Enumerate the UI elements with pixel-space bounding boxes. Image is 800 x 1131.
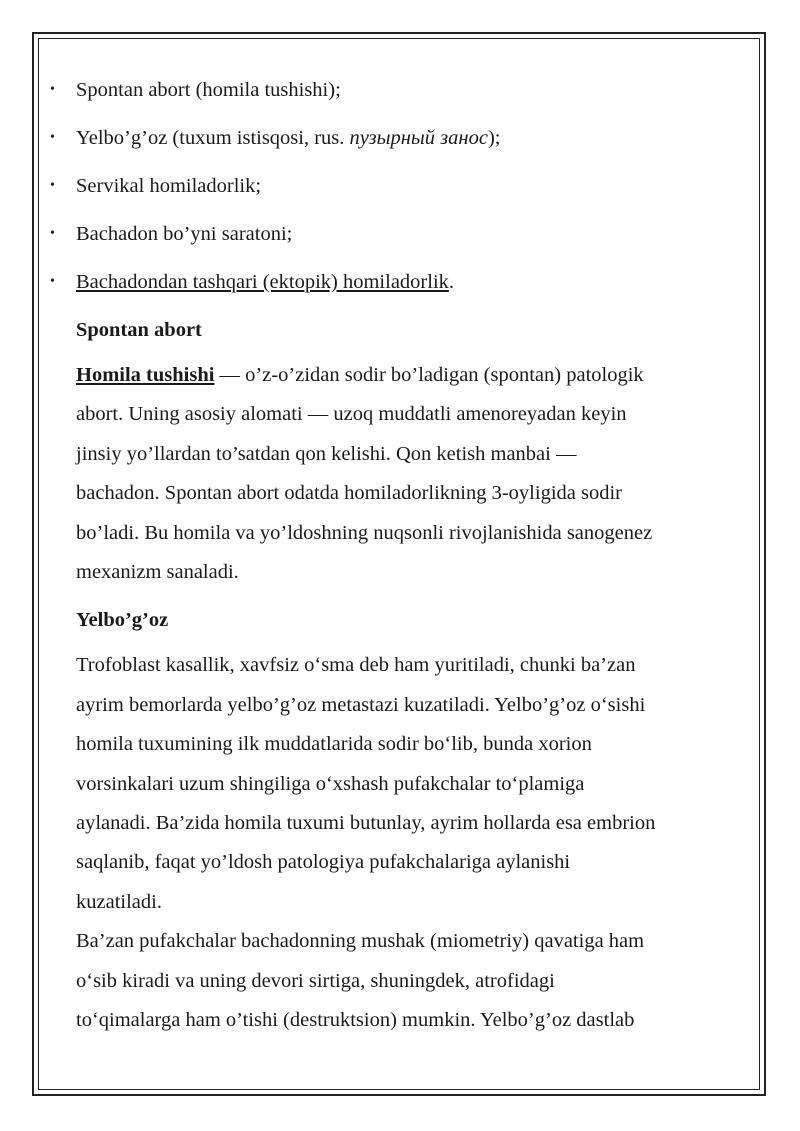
list-item-text-end: . <box>448 271 455 293</box>
bullet-icon: • <box>50 82 55 97</box>
list-item <box>50 116 736 164</box>
paragraph-line: saqlanib, faqat yo’ldosh patologiya pufakchalariga aylanishi <box>76 851 571 874</box>
section-heading-spontan-abort: Spontan abort <box>76 319 202 341</box>
paragraph-line: mexanizm sanaladi. <box>76 561 239 584</box>
paragraph-line: abort. Uning asosiy alomati — uzoq muddatli amenoreyadan keyin <box>76 403 627 426</box>
paragraph-line: jinsiy yo’llardan to’satdan qon kelishi. Qon ketish manbai — <box>76 442 577 465</box>
list-item-text: Bachadon bo’yni saratoni; <box>76 223 293 245</box>
paragraph-line: ayrim bemorlarda yelbo’g’oz metastazi kuzatiladi. Yelbo’g’oz o‘sishi <box>76 693 646 716</box>
list-item <box>50 164 736 212</box>
bullet-list <box>50 68 736 308</box>
bullet-icon: • <box>50 226 55 241</box>
paragraph-line: kuzatiladi. <box>76 890 162 913</box>
paragraph-line: to‘qimalarga ham o’tishi (destruktsion) mumkin. Yelbo’g’oz dastlab <box>76 1009 635 1032</box>
paragraph-line: homila tuxumining ilk muddatlarida sodir bo‘lib, bunda xorion <box>76 733 592 756</box>
bullet-icon: • <box>50 130 55 145</box>
list-item <box>50 212 736 260</box>
paragraph-line: aylanadi. Ba’zida homila tuxumi butunlay, ayrim hollarda esa embrion <box>76 812 656 835</box>
list-item-text: Yelbo’g’oz (tuxum istisqosi, rus. <box>76 127 350 149</box>
bullet-icon: • <box>50 274 55 289</box>
paragraph-line: Ba’zan pufakchalar bachadonning mushak (miometriy) qavatiga ham <box>76 930 645 953</box>
section-paragraph-spontan-abort <box>76 356 736 592</box>
ectopic-pregnancy-link[interactable]: Bachadondan tashqari (ektopik) homiladorlik <box>76 271 449 293</box>
section-heading-yelbogoz: Yelbo’g’oz <box>76 609 169 632</box>
paragraph-line: o‘sib kiradi va uning devori sirtiga, shuningdek, atrofidagi <box>76 969 555 992</box>
russian-term: пузырный занос <box>349 127 488 149</box>
paragraph-line: — o’z-o’zidan sodir bo’ladigan (spontan) patologik <box>214 364 644 386</box>
list-item-text: Spontan abort (homila tushishi); <box>76 79 341 101</box>
list-item <box>50 68 736 116</box>
bullet-icon: • <box>50 178 55 193</box>
paragraph-line: bachadon. Spontan abort odatda homiladorlikning 3-oyligida sodir <box>76 482 622 505</box>
paragraph-line: Trofoblast kasallik, xavfsiz o‘sma deb ham yuritiladi, chunki ba’zan <box>76 654 636 677</box>
list-item-text-end: ); <box>487 127 501 149</box>
list-item <box>50 260 736 308</box>
defined-term: Homila tushishi <box>76 364 215 386</box>
document-body <box>50 68 736 1041</box>
paragraph-line: bo’ladi. Bu homila va yo’ldoshning nuqsonli rivojlanishida sanogenez <box>76 521 653 544</box>
paragraph-line: vorsinkalari uzum shingiliga o‘xshash pufakchalar to‘plamiga <box>76 772 585 795</box>
section-paragraph-yelbogoz <box>76 646 736 1040</box>
list-item-text: Servikal homiladorlik; <box>76 175 262 197</box>
